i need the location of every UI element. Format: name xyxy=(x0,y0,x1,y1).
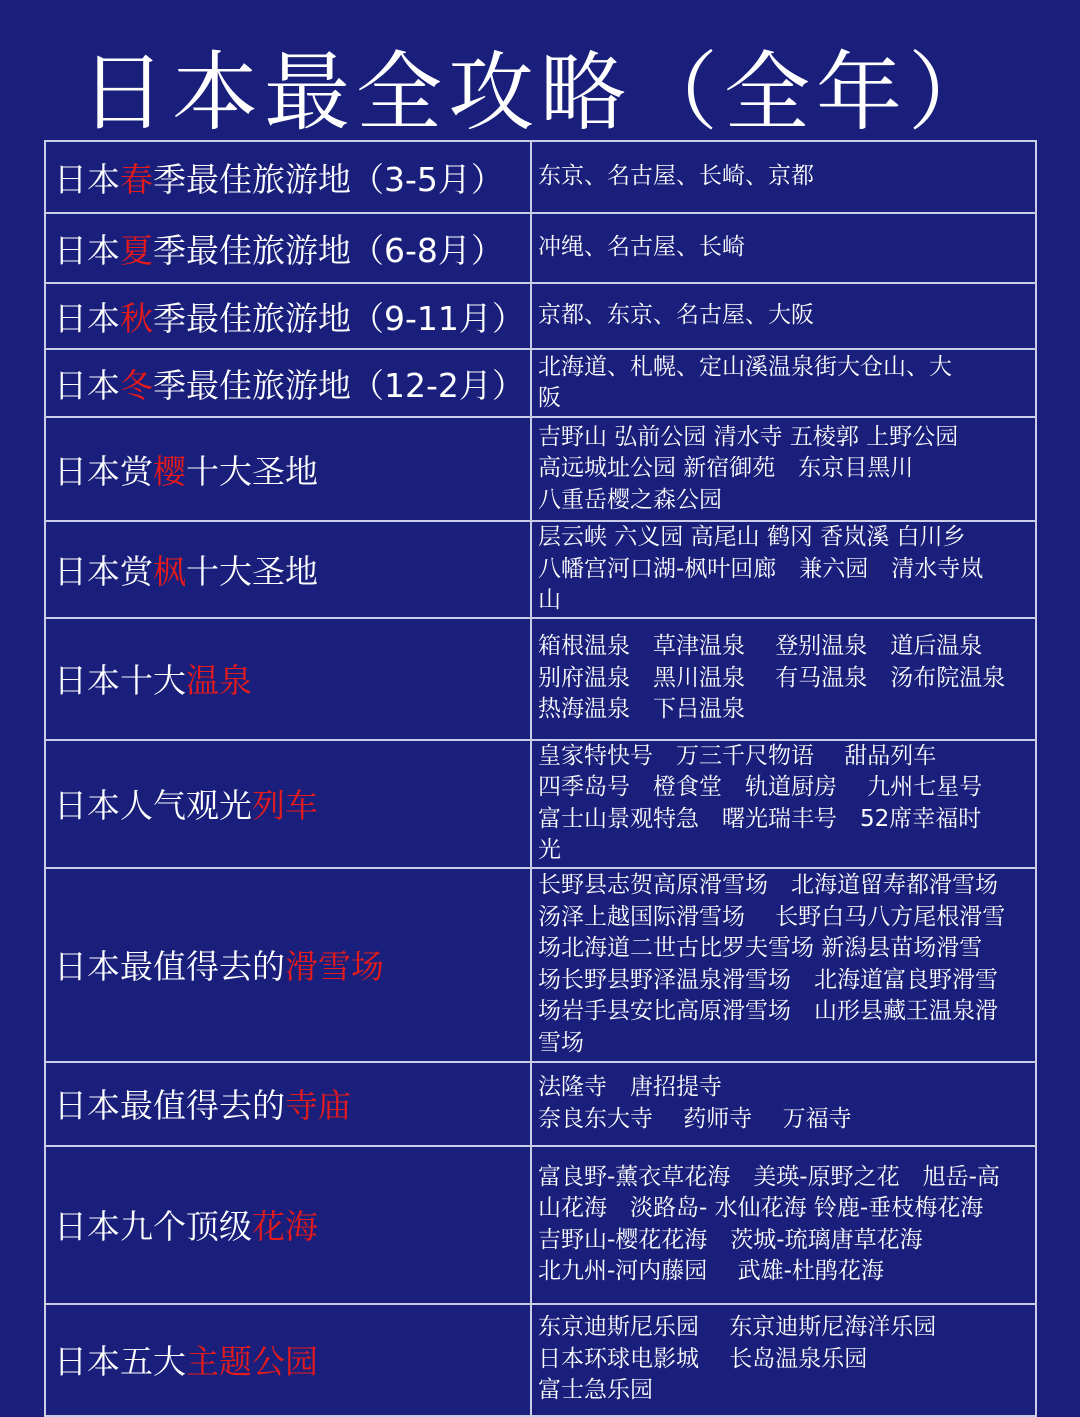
label-text: 日本九个顶级 xyxy=(54,1207,252,1246)
destination-line: 东京迪斯尼乐园 东京迪斯尼海洋乐园 xyxy=(538,1314,937,1341)
category-label xyxy=(45,868,531,1062)
destination-line: 吉野山-樱花花海 茨城-琉璃唐草花海 xyxy=(538,1226,923,1253)
highlight-text: 温泉 xyxy=(186,661,252,700)
destination-line: 长野县志贺高原滑雪场 北海道留寿都滑雪场 xyxy=(538,872,998,898)
category-label xyxy=(45,349,531,417)
highlight-text: 花海 xyxy=(252,1207,318,1246)
destinations-cell xyxy=(531,1146,1036,1304)
destinations-cell xyxy=(531,1062,1036,1146)
label-text: 日本赏 xyxy=(54,451,153,491)
destination-line: 北海道、札幌、定山溪温泉街大仓山、大 xyxy=(538,353,952,380)
category-label xyxy=(45,521,531,618)
guide-row xyxy=(45,1062,1036,1146)
destination-line: 吉野山 弘前公园 清水寺 五棱郭 上野公园 xyxy=(538,423,959,450)
destination-line: 层云峡 六义园 高尾山 鹤冈 香岚溪 白川乡 xyxy=(538,524,966,550)
guide-row xyxy=(45,213,1036,283)
destination-line: 热海温泉 下吕温泉 xyxy=(538,696,745,723)
highlight-text: 列车 xyxy=(252,786,318,825)
category-label xyxy=(45,213,531,283)
category-label xyxy=(45,1146,531,1304)
destinations-cell xyxy=(531,283,1036,349)
destination-line: 山 xyxy=(538,587,561,613)
destinations-cell xyxy=(531,740,1036,868)
destination-line: 雪场 xyxy=(538,1029,584,1056)
destination-line: 汤泽上越国际滑雪场 长野白马八方尾根滑雪 xyxy=(538,903,1006,930)
label-text: 十大圣地 xyxy=(186,451,318,491)
label-text: 日本最值得去的 xyxy=(54,947,285,986)
highlight-text: 樱 xyxy=(153,451,186,491)
guide-row xyxy=(45,618,1036,740)
destination-line: 八幡宫河口湖-枫叶回廊 兼六园 清水寺岚 xyxy=(538,555,984,582)
label-text: 季最佳旅游地（12-2月） xyxy=(153,365,525,405)
guide-row xyxy=(45,521,1036,618)
category-label xyxy=(45,141,531,213)
destination-line: 光 xyxy=(538,837,561,863)
label-text: 日本 xyxy=(54,298,120,338)
destinations-cell xyxy=(531,868,1036,1062)
destinations-cell xyxy=(531,141,1036,213)
label-text: 日本 xyxy=(54,365,120,405)
destination-line: 场北海道二世古比罗夫雪场 新潟县苗场滑雪 xyxy=(538,935,983,961)
destination-line: 富良野-薰衣草花海 美瑛-原野之花 旭岳-高 xyxy=(538,1163,1000,1190)
destination-line: 别府温泉 黑川温泉 有马温泉 汤布院温泉 xyxy=(538,664,1006,691)
destinations-cell xyxy=(531,1304,1036,1416)
label-text: 季最佳旅游地（6-8月） xyxy=(153,230,504,270)
destination-line: 四季岛号 橙食堂 轨道厨房 九州七星号 xyxy=(538,774,983,800)
destinations-cell xyxy=(531,417,1036,521)
label-text: 十大圣地 xyxy=(186,551,318,591)
label-text: 日本人气观光 xyxy=(54,786,252,825)
destinations-cell xyxy=(531,618,1036,740)
destinations-cell xyxy=(531,213,1036,283)
label-text: 季最佳旅游地（9-11月） xyxy=(153,298,525,338)
label-text: 日本赏 xyxy=(54,551,153,591)
destination-line: 山花海 淡路岛- 水仙花海 铃鹿-垂枝梅花海 xyxy=(538,1195,984,1221)
label-text: 日本十大 xyxy=(54,661,186,700)
page-title: 日本最全攻略（全年） xyxy=(80,43,1000,143)
category-label xyxy=(45,283,531,349)
label-text: 日本最值得去的 xyxy=(54,1086,285,1125)
highlight-text: 枫 xyxy=(153,551,186,591)
label-text: 日本 xyxy=(54,230,120,270)
category-label xyxy=(45,618,531,740)
highlight-text: 主题公园 xyxy=(186,1342,318,1381)
destinations-cell xyxy=(531,349,1036,417)
category-label xyxy=(45,740,531,868)
guide-row xyxy=(45,417,1036,521)
destination-line: 法隆寺 唐招提寺 xyxy=(538,1074,722,1100)
highlight-text: 夏 xyxy=(120,230,153,270)
guide-row xyxy=(45,141,1036,213)
destination-line: 东京、名古屋、长崎、京都 xyxy=(538,163,814,190)
highlight-text: 冬 xyxy=(120,365,153,405)
destination-line: 冲绳、名古屋、长崎 xyxy=(538,234,745,261)
destination-line: 阪 xyxy=(538,385,561,411)
guide-row xyxy=(45,349,1036,417)
highlight-text: 春 xyxy=(120,159,153,199)
destination-line: 场岩手县安比高原滑雪场 山形县藏王温泉滑 xyxy=(538,998,998,1024)
destination-line: 箱根温泉 草津温泉 登别温泉 道后温泉 xyxy=(538,633,983,660)
destinations-cell xyxy=(531,521,1036,618)
label-text: 季最佳旅游地（3-5月） xyxy=(153,159,504,199)
label-text: 日本五大 xyxy=(54,1342,186,1381)
destination-line: 奈良东大寺 药师寺 万福寺 xyxy=(538,1105,852,1132)
guide-row xyxy=(45,740,1036,868)
destination-line: 高远城址公园 新宿御苑 东京目黑川 xyxy=(538,455,914,482)
guide-row xyxy=(45,1146,1036,1304)
category-label xyxy=(45,417,531,521)
highlight-text: 秋 xyxy=(120,298,153,338)
travel-guide-table xyxy=(44,140,1037,1417)
category-label xyxy=(45,1062,531,1146)
destination-line: 富士急乐园 xyxy=(538,1377,653,1404)
guide-row xyxy=(45,283,1036,349)
destination-line: 八重岳樱之森公园 xyxy=(538,486,722,513)
guide-row xyxy=(45,1304,1036,1416)
guide-row xyxy=(45,868,1036,1062)
destination-line: 场长野县野泽温泉滑雪场 北海道富良野滑雪 xyxy=(538,966,998,993)
category-label xyxy=(45,1304,531,1416)
destination-line: 京都、东京、名古屋、大阪 xyxy=(538,302,814,329)
destination-line: 北九州-河内藤园 武雄-杜鹃花海 xyxy=(538,1258,884,1284)
highlight-text: 滑雪场 xyxy=(285,947,384,986)
destination-line: 日本环球电影城 长岛温泉乐园 xyxy=(538,1345,868,1372)
destination-line: 皇家特快号 万三千尺物语 甜品列车 xyxy=(538,742,937,769)
destination-line: 富士山景观特急 曙光瑞丰号 52席幸福时 xyxy=(538,805,982,832)
highlight-text: 寺庙 xyxy=(285,1086,351,1125)
label-text: 日本 xyxy=(54,159,120,199)
